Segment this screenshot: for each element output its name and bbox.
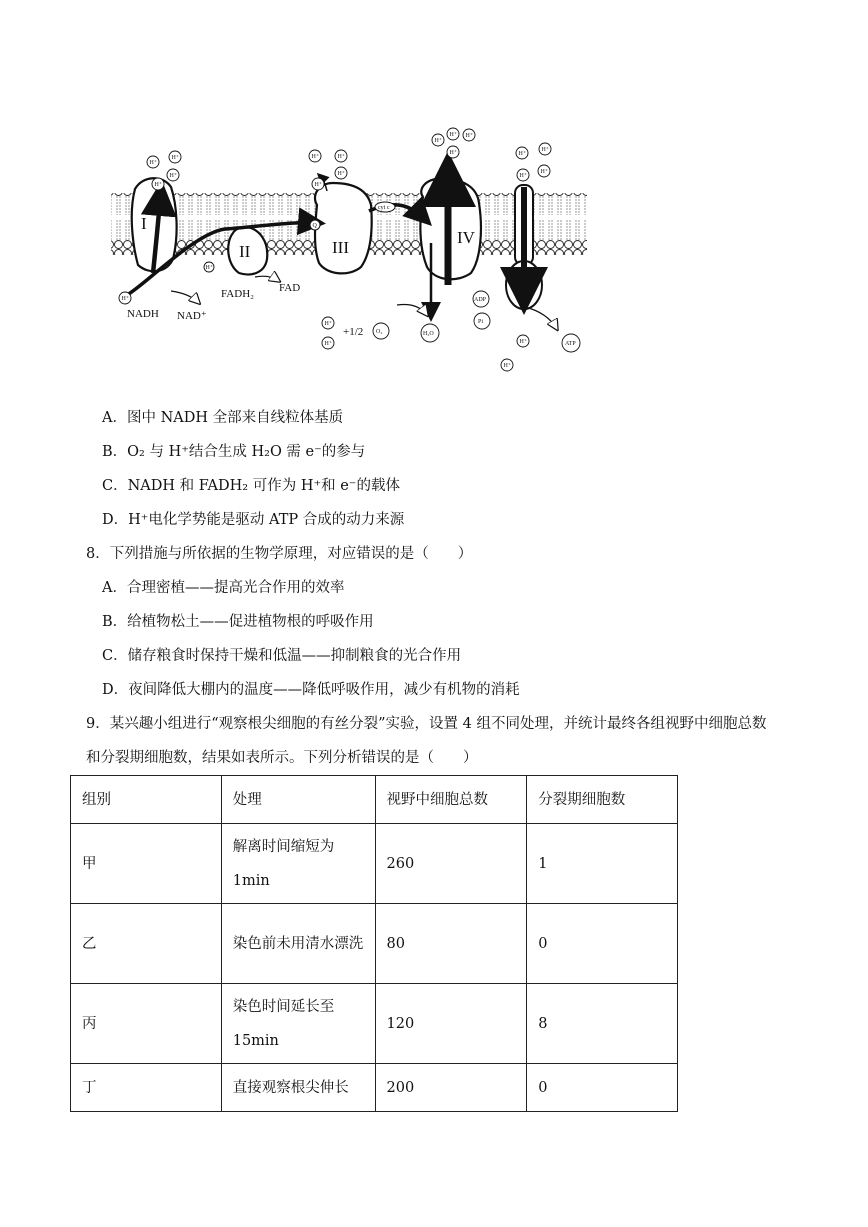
table-header-row [71,776,678,824]
cell-treatment: 直接观察根尖伸长 [221,1064,375,1112]
proton-label: H⁺ [465,133,473,139]
proton-label: H⁺ [519,339,527,345]
complex-i-shape [132,178,177,273]
cell-group: 丁 [71,1064,222,1112]
header-total-cells: 视野中细胞总数 [375,776,527,824]
label-o2: O₂ [376,329,383,335]
table-row [71,984,678,1064]
complex-iii-label: III [332,238,349,257]
q7-option-b: B．O₂ 与 H⁺结合生成 H₂O 需 e⁻的参与 [102,444,366,460]
cell-dividing: 8 [527,984,678,1064]
label-pi: Pi [478,319,484,325]
ubiquinone-q [310,220,320,230]
svg-text:cyt c: cyt c [378,205,390,211]
q9-stem-line1: 9．某兴趣小组进行“观察根尖细胞的有丝分裂”实验，设置 4 组不同处理，并统计最终各组视野中细胞总数 [86,716,767,732]
table-row [71,824,678,904]
proton-label: H⁺ [121,296,129,302]
label-adp: ADP [474,297,487,303]
table-row [71,1064,678,1112]
label-nad: NAD⁺ [177,310,207,322]
label-half: +1/2 [343,326,364,338]
q8-option-a: A．合理密植——提高光合作用的效率 [102,580,345,596]
proton-label: H⁺ [434,138,442,144]
header-dividing-cells: 分裂期细胞数 [527,776,678,824]
cell-dividing: 0 [527,904,678,984]
proton-label: H⁺ [314,182,322,188]
electron-transport-chain-figure [105,125,595,380]
cell-total: 80 [375,904,527,984]
cell-total: 260 [375,824,527,904]
proton-label: H⁺ [503,363,511,369]
proton-label: H⁺ [449,132,457,138]
q8-option-c: C．储存粮食时保持干燥和低温——抑制粮食的光合作用 [102,648,462,664]
table-row [71,904,678,984]
complex-i-label: I [141,214,147,233]
q9-stem-line2: 和分裂期细胞数，结果如表所示。下列分析错误的是（ ） [86,750,478,766]
q8-stem: 8．下列措施与所依据的生物学原理，对应错误的是（ ） [86,546,473,562]
q7-option-d: D．H⁺电化学势能是驱动 ATP 合成的动力来源 [102,512,405,528]
proton-label: H⁺ [337,154,345,160]
complex-ii-label: II [239,242,251,261]
cell-treatment: 染色时间延长至 15min [221,984,375,1064]
complex-iv-label: IV [457,228,475,247]
complex-iv-shape [420,165,481,285]
cell-group: 乙 [71,904,222,984]
header-group: 组别 [71,776,222,824]
proton-label: H⁺ [324,341,332,347]
proton-label: H⁺ [205,265,213,271]
etc-diagram [105,125,595,380]
proton-label: H⁺ [449,150,457,156]
complex-ii-shape [228,227,267,274]
cell-group: 甲 [71,824,222,904]
proton-label: H⁺ [337,171,345,177]
header-treatment: 处理 [221,776,375,824]
cell-treatment: 解离时间缩短为 1min [221,824,375,904]
cytochrome-c [375,202,395,212]
label-fadh2: FADH₂ [221,288,254,300]
proton-label: H⁺ [149,160,157,166]
label-atp: ATP [565,341,576,347]
q8-option-d: D．夜间降低大棚内的温度——降低呼吸作用，减少有机物的消耗 [102,682,520,698]
proton-label: H⁺ [324,321,332,327]
proton-label: H⁺ [169,173,177,179]
proton-label: H⁺ [518,151,526,157]
cell-total: 120 [375,984,527,1064]
proton-label: H⁺ [154,182,162,188]
complex-iii-shape [312,183,372,273]
q7-option-a: A．图中 NADH 全部来自线粒体基质 [102,410,344,426]
proton-label: H⁺ [540,169,548,175]
label-h2o: H₂O [423,331,434,337]
proton-label: H⁺ [171,155,179,161]
proton-label: H⁺ [519,173,527,179]
cell-treatment: 染色前未用清水漂洗 [221,904,375,984]
svg-text:Q: Q [312,223,317,229]
label-fad: FAD [279,282,301,294]
cell-dividing: 1 [527,824,678,904]
q8-option-b: B．给植物松土——促进植物根的呼吸作用 [102,614,374,630]
proton-label: H⁺ [541,147,549,153]
cell-dividing: 0 [527,1064,678,1112]
cell-total: 200 [375,1064,527,1112]
label-nadh: NADH [127,308,159,320]
q7-option-c: C．NADH 和 FADH₂ 可作为 H⁺和 e⁻的载体 [102,478,400,494]
proton-label: H⁺ [311,154,319,160]
results-table [70,775,678,1112]
cell-group: 丙 [71,984,222,1064]
